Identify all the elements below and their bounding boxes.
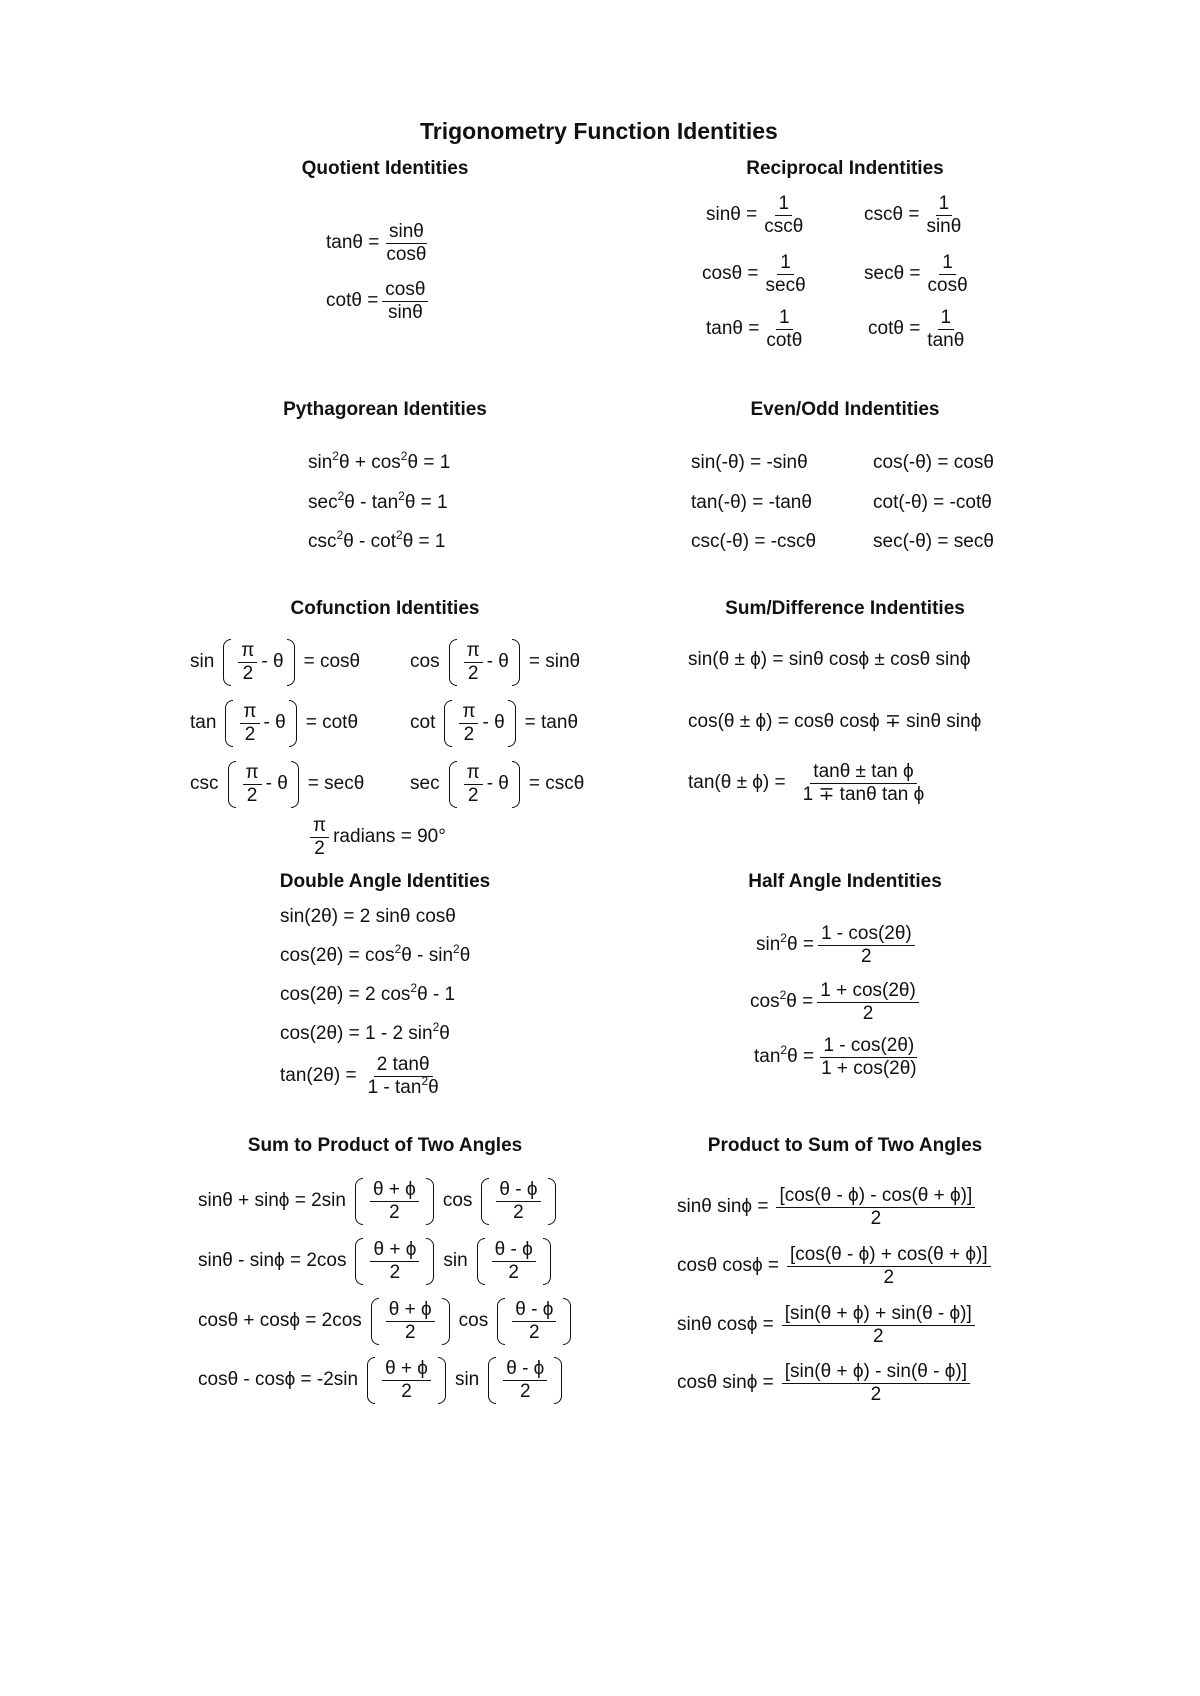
- pythagorean-text: $\sin^2\theta + \cos^2\theta = 1$: [308, 449, 451, 473]
- evenodd-cos: cos(-θ) = cosθ: [873, 452, 994, 473]
- sumdiff-sin: sin(θ ± ϕ) = sinθ cosϕ ± cosθ sinϕ: [688, 649, 971, 670]
- sum-to-product-2: [198, 1240, 560, 1283]
- reciprocal-lhs: tanθ =: [706, 318, 760, 340]
- function-name: cos: [410, 651, 440, 673]
- heading-product-to-sum: Product to Sum of Two Angles: [707, 1135, 983, 1156]
- fraction: [383, 222, 429, 265]
- reciprocal-sin: [706, 194, 810, 237]
- numerator: 1: [775, 194, 792, 216]
- cofunction-sec: [410, 763, 584, 806]
- sum-to-product-1: [198, 1180, 565, 1223]
- sum-to-product-lhs: sinθ - sinϕ = 2cos: [198, 1250, 347, 1272]
- reciprocal-lhs: secθ =: [864, 263, 921, 285]
- denominator: tanθ: [927, 329, 965, 351]
- denominator: cosθ: [927, 274, 968, 296]
- double-tan: [280, 1055, 446, 1098]
- cofunction-sin: [190, 641, 360, 684]
- product-to-sum-lhs: sinθ cosϕ =: [677, 1314, 774, 1336]
- fraction: $\frac{\pi}{2}$: [464, 763, 483, 806]
- sumdiff-tan: [688, 762, 931, 805]
- parenthesis-group: [474, 1180, 562, 1223]
- fraction: $\frac{\pi}{2}$: [240, 702, 259, 745]
- fraction: $\frac{\theta + \phi}{2}$: [382, 1359, 431, 1402]
- fraction: $\frac{\theta - \phi}{2}$: [503, 1359, 547, 1402]
- function-name: sin: [190, 651, 215, 673]
- evenodd-tan: tan(-θ) = -tanθ: [691, 492, 812, 513]
- fraction: $\frac{1 + \cos(2\theta)}{2}$: [817, 981, 919, 1024]
- quotient-cot: [326, 280, 432, 323]
- sum-to-product-3: [198, 1300, 580, 1343]
- pythagorean-text: $\csc^2\theta - \cot^2\theta = 1$: [308, 528, 446, 552]
- fraction: $\frac{\pi}{2}$: [310, 816, 329, 859]
- fraction: $\frac{1 - \cos(2\theta)}{2}$: [818, 924, 915, 967]
- cofunction-radians: [306, 816, 446, 859]
- cofunction-csc: [190, 763, 364, 806]
- heading-half: Half Angle Indentities: [748, 871, 942, 892]
- evenodd-sin: sin(-θ) = -sinθ: [691, 452, 808, 473]
- sumdiff-cos: cos(θ ± ϕ) = cosθ cosϕ ∓ sinθ sinϕ: [688, 711, 982, 732]
- reciprocal-lhs: cscθ =: [864, 204, 920, 226]
- heading-sumdiff: Sum/Difference Indentities: [725, 598, 965, 619]
- heading-reciprocal: Reciprocal Indentities: [746, 158, 944, 179]
- function-name: tan: [190, 712, 217, 734]
- half-sin: [756, 924, 919, 967]
- fraction: $\frac{\theta - \phi}{2}$: [496, 1180, 540, 1223]
- denominator: cotθ: [766, 329, 803, 351]
- heading-quotient: Quotient Identities: [301, 158, 469, 179]
- heading-evenodd: Even/Odd Indentities: [750, 399, 940, 420]
- double-cos-2: [280, 981, 456, 1006]
- half-lhs: $\sin^2\theta$ =: [756, 931, 814, 956]
- cofunction-tan: [190, 702, 358, 745]
- double-cos-1: [280, 942, 471, 967]
- reciprocal-lhs: cosθ =: [702, 263, 759, 285]
- product-to-sum-lhs: cosθ sinϕ =: [677, 1372, 774, 1394]
- half-tan: [754, 1036, 924, 1079]
- cofunction-cot: [410, 702, 578, 745]
- sumdiff-tan-lhs: tan(θ ± ϕ) =: [688, 772, 786, 794]
- cofunction-rhs: = sinθ: [528, 651, 581, 673]
- function-name: sin: [443, 1250, 468, 1272]
- numerator: 1: [939, 253, 956, 275]
- parenthesis-group: $\frac{\pi}{2}$ - θ: [218, 702, 303, 745]
- fraction: $\frac{[\cos(\theta - \phi) - \cos(\theta + \phi)]}{2}$: [776, 1186, 975, 1229]
- function-name: sec: [410, 773, 440, 795]
- fraction: $\frac{\theta - \phi}{2}$: [492, 1240, 536, 1283]
- fraction: [763, 308, 805, 351]
- fraction: [761, 194, 806, 237]
- pythagorean-1: [308, 449, 451, 474]
- heading-cofunction: Cofunction Identities: [290, 598, 480, 619]
- parenthesis-group: [490, 1300, 578, 1343]
- fraction: $\frac{1 - \cos(2\theta)}{1 + \cos(2\theta)}$: [821, 1035, 917, 1079]
- page-title: Trigonometry Function Identities: [420, 118, 778, 144]
- reciprocal-lhs: sinθ =: [706, 204, 758, 226]
- double-cos-text: cos(2θ) = 1 - 2 $\sin^2\theta$: [280, 1020, 450, 1044]
- radians-text: radians = 90°: [333, 826, 446, 848]
- parenthesis-group: $\frac{\pi}{2}$ - θ: [437, 702, 522, 745]
- fraction: $\frac{[\sin(\theta + \phi) - \sin(\theta - \phi)]}{2}$: [782, 1362, 970, 1405]
- numerator: 1: [936, 194, 953, 216]
- parenthesis-group: $\frac{\pi}{2}$ - θ: [216, 641, 301, 684]
- reciprocal-tan: [706, 308, 809, 351]
- fraction: [924, 308, 967, 351]
- double-tan-lhs: tan(2θ) =: [280, 1065, 357, 1087]
- cofunction-rhs: = cscθ: [528, 773, 585, 795]
- fraction: $\frac{\text{tanθ ± tan ϕ}}{\text{1 ∓ tanθ tan ϕ}}$: [802, 761, 925, 805]
- sum-to-product-lhs: sinθ + sinϕ = 2sin: [198, 1190, 346, 1212]
- parenthesis-group: [348, 1240, 441, 1283]
- parenthesis-group: [481, 1359, 569, 1402]
- function-name: sin: [454, 1369, 480, 1391]
- fraction: [763, 253, 809, 296]
- parenthesis-group: [364, 1300, 457, 1343]
- fraction: $\frac{[\cos(\theta - \phi) + \cos(\theta + \phi)]}{2}$: [787, 1245, 991, 1288]
- fraction: [923, 194, 964, 237]
- denominator: secθ: [765, 274, 806, 296]
- evenodd-sec: sec(-θ) = secθ: [873, 531, 994, 552]
- fraction: $\frac{2 \tan\theta}{1 - \tan^2\theta}$: [367, 1054, 439, 1098]
- denominator: sinθ: [387, 301, 423, 323]
- reciprocal-cot: [868, 308, 971, 351]
- product-to-sum-1: [677, 1186, 979, 1229]
- product-to-sum-lhs: cosθ cosϕ =: [677, 1255, 779, 1277]
- pythagorean-text: $\sec^2\theta - \tan^2\theta = 1$: [308, 489, 448, 513]
- parenthesis-group: [360, 1359, 453, 1402]
- heading-sum-to-product: Sum to Product of Two Angles: [247, 1135, 523, 1156]
- fraction: $\frac{\pi}{2}$: [459, 702, 478, 745]
- quotient-lhs: tanθ =: [326, 232, 380, 254]
- cofunction-rhs: = cotθ: [305, 712, 359, 734]
- function-name: cos: [458, 1310, 489, 1332]
- fraction: $\frac{\theta + \phi}{2}$: [370, 1240, 419, 1283]
- reciprocal-lhs: cotθ =: [868, 318, 921, 340]
- parenthesis-group: $\frac{\pi}{2}$ - θ: [221, 763, 306, 806]
- function-name: cot: [410, 712, 436, 734]
- fraction: $\frac{[\sin(\theta + \phi) + \sin(\theta - \phi)]}{2}$: [782, 1304, 975, 1347]
- fraction: $\frac{\theta + \phi}{2}$: [386, 1300, 435, 1343]
- sum-to-product-lhs: cosθ + cosϕ = 2cos: [198, 1310, 362, 1332]
- fraction: $\frac{\pi}{2}$: [238, 641, 257, 684]
- function-name: csc: [190, 773, 219, 795]
- evenodd-cot: cot(-θ) = -cotθ: [873, 492, 992, 513]
- denominator: sinθ: [926, 215, 962, 237]
- parenthesis-group: $\frac{\pi}{2}$ - θ: [442, 763, 527, 806]
- parenthesis-group: [348, 1180, 441, 1223]
- product-to-sum-lhs: sinθ sinϕ =: [677, 1196, 769, 1218]
- denominator: cosθ: [386, 243, 427, 265]
- double-sin: sin(2θ) = 2 sinθ cosθ: [280, 906, 456, 927]
- product-to-sum-4: [677, 1362, 974, 1405]
- double-cos-3: [280, 1020, 450, 1045]
- half-lhs: $\tan^2\theta$ =: [754, 1043, 815, 1068]
- double-cos-text: cos(2θ) = 2 $\cos^2\theta - 1$: [280, 981, 456, 1005]
- product-to-sum-2: [677, 1245, 995, 1288]
- fraction: $\frac{\theta - \phi}{2}$: [512, 1300, 556, 1343]
- function-name: cos: [442, 1190, 473, 1212]
- sum-to-product-lhs: cosθ - cosϕ = -2sin: [198, 1369, 359, 1391]
- parenthesis-group: $\frac{\pi}{2}$ - θ: [442, 641, 527, 684]
- denominator: cscθ: [764, 215, 804, 237]
- fraction: [382, 280, 428, 323]
- quotient-tan: [326, 222, 434, 265]
- heading-double: Double Angle Identities: [279, 871, 491, 892]
- reciprocal-cos: [702, 253, 813, 296]
- numerator: 1: [777, 253, 794, 275]
- sum-to-product-4: [198, 1359, 571, 1402]
- half-cos: [750, 981, 923, 1024]
- fraction: $\frac{\theta + \phi}{2}$: [370, 1180, 419, 1223]
- cofunction-rhs: = tanθ: [524, 712, 579, 734]
- quotient-lhs: cotθ =: [326, 290, 379, 312]
- cofunction-cos: [410, 641, 580, 684]
- numerator: sinθ: [386, 222, 427, 244]
- fraction: $\frac{\pi}{2}$: [464, 641, 483, 684]
- pythagorean-2: [308, 489, 448, 514]
- double-cos-text: $\cos(2\theta) = \cos^2\theta - \sin^2\theta$: [280, 942, 471, 966]
- fraction: [925, 253, 971, 296]
- pythagorean-3: [308, 528, 446, 553]
- cofunction-rhs: = secθ: [307, 773, 365, 795]
- fraction: $\frac{\pi}{2}$: [243, 763, 262, 806]
- half-lhs: $\cos^2\theta$ =: [750, 988, 814, 1013]
- numerator: 1: [938, 308, 955, 330]
- reciprocal-sec: [864, 253, 975, 296]
- cofunction-rhs: = cosθ: [303, 651, 361, 673]
- heading-pythagorean: Pythagorean Identities: [283, 399, 487, 420]
- evenodd-csc: csc(-θ) = -cscθ: [691, 531, 817, 552]
- numerator: 1: [776, 308, 793, 330]
- reciprocal-csc: [864, 194, 968, 237]
- numerator: cosθ: [382, 280, 428, 302]
- parenthesis-group: [470, 1240, 558, 1283]
- product-to-sum-3: [677, 1304, 979, 1347]
